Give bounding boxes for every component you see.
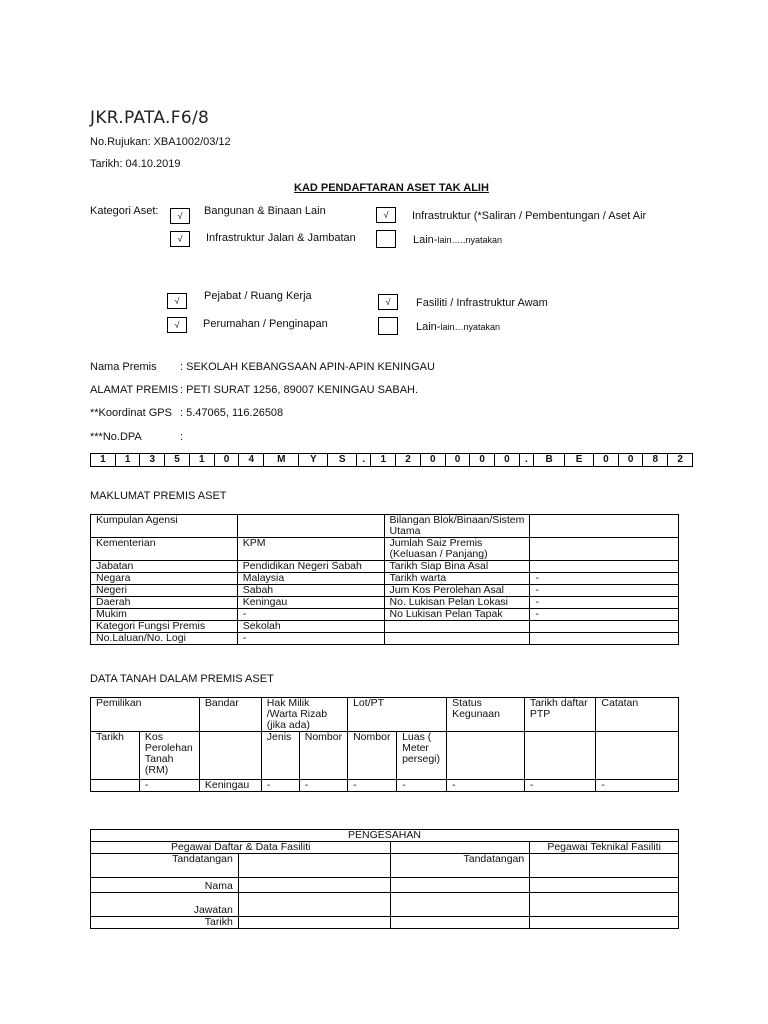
dpa-char: . bbox=[357, 454, 371, 467]
table-cell: Sabah bbox=[237, 585, 384, 597]
dpa-char: B bbox=[534, 454, 565, 467]
jawatan-label: Jawatan bbox=[91, 893, 239, 917]
col-bandar: Bandar bbox=[199, 698, 261, 732]
checkbox-infrastruktur-saliran[interactable]: √ bbox=[376, 207, 396, 223]
category-fasiliti-label: Fasiliti / Infrastruktur Awam bbox=[416, 297, 548, 309]
tarikh-field-1[interactable] bbox=[238, 917, 391, 929]
tarikh-label: Tarikh bbox=[91, 917, 239, 929]
table-cell: Sekolah bbox=[237, 621, 384, 633]
table-cell: Bilangan Blok/Binaan/Sistem Utama bbox=[384, 515, 530, 538]
table-cell: - bbox=[397, 780, 447, 792]
tandatangan-label-2: Tandatangan bbox=[391, 854, 530, 878]
table-header-row bbox=[91, 842, 679, 854]
table-row bbox=[91, 633, 679, 645]
table-subheader-row bbox=[91, 732, 679, 780]
dpa-char: Y bbox=[299, 454, 328, 467]
col-kos: Kos Perolehan Tanah (RM) bbox=[139, 732, 199, 780]
dpa-char: E bbox=[565, 454, 594, 467]
premise-name-label: Nama Premis bbox=[90, 361, 157, 373]
dpa-number-grid bbox=[90, 453, 693, 467]
table-cell bbox=[384, 633, 530, 645]
checkbox-pejabat[interactable]: √ bbox=[167, 293, 187, 309]
pengesahan-table bbox=[90, 829, 679, 929]
table-cell bbox=[447, 732, 525, 780]
table-cell: Kumpulan Agensi bbox=[91, 515, 238, 538]
table-row bbox=[91, 893, 679, 917]
premise-address-label: ALAMAT PREMIS bbox=[90, 384, 179, 396]
dpa-char: 4 bbox=[239, 454, 264, 467]
dpa-char: 1 bbox=[115, 454, 140, 467]
tanah-table bbox=[90, 697, 679, 792]
col-luas: Luas ( Meter persegi) bbox=[397, 732, 447, 780]
dpa-char: 2 bbox=[668, 454, 693, 467]
tandatangan-label: Tandatangan bbox=[91, 854, 239, 878]
table-cell: Kementerian bbox=[91, 538, 238, 561]
table-cell: - bbox=[530, 585, 679, 597]
dpa-char: 0 bbox=[470, 454, 495, 467]
dpa-char: 1 bbox=[189, 454, 214, 467]
category-infrastruktur-saliran-label: Infrastruktur (*Saliran / Pembentungan / Aset Air bbox=[412, 210, 647, 222]
checkbox-lain-lain-1[interactable] bbox=[376, 230, 396, 248]
table-cell: - bbox=[596, 780, 679, 792]
table-cell: Tarikh warta bbox=[384, 573, 530, 585]
table-cell: - bbox=[348, 780, 397, 792]
table-cell bbox=[530, 633, 679, 645]
table-cell bbox=[391, 842, 530, 854]
table-cell: - bbox=[299, 780, 347, 792]
table-cell bbox=[530, 515, 679, 538]
dpa-char: 0 bbox=[214, 454, 239, 467]
table-row bbox=[91, 515, 679, 538]
table-cell: - bbox=[524, 780, 596, 792]
dpa-char: . bbox=[519, 454, 533, 467]
table-cell bbox=[391, 917, 530, 929]
category-lain-lain-2-label: Lain-lain…nyatakan bbox=[416, 321, 501, 333]
table-cell: Negara bbox=[91, 573, 238, 585]
jawatan-field-2[interactable] bbox=[530, 893, 679, 917]
table-cell: Keningau bbox=[199, 780, 261, 792]
table-cell: - bbox=[530, 609, 679, 621]
form-code: JKR.PATA.F6/8 bbox=[90, 108, 210, 128]
table-cell: KPM bbox=[237, 538, 384, 561]
table-row bbox=[91, 621, 679, 633]
col-pemilikan: Pemilikan bbox=[91, 698, 200, 732]
checkbox-jalan-jambatan[interactable]: √ bbox=[170, 231, 190, 247]
col-jenis: Jenis bbox=[261, 732, 299, 780]
checkbox-bangunan[interactable]: √ bbox=[170, 208, 190, 224]
category-label: Kategori Aset: bbox=[90, 205, 159, 217]
table-cell: - bbox=[261, 780, 299, 792]
dpa-char: 8 bbox=[643, 454, 668, 467]
checkbox-fasiliti[interactable]: √ bbox=[378, 294, 398, 310]
dpa-char: 2 bbox=[396, 454, 421, 467]
nama-field-2[interactable] bbox=[530, 878, 679, 893]
tarikh-field-2[interactable] bbox=[530, 917, 679, 929]
table-cell: - bbox=[530, 597, 679, 609]
table-cell: No. Lukisan Pelan Lokasi bbox=[384, 597, 530, 609]
col-status: Status Kegunaan bbox=[447, 698, 525, 732]
col-hak-milik: Hak Milik /Warta Rizab (jika ada) bbox=[261, 698, 347, 732]
category-bangunan-label: Bangunan & Binaan Lain bbox=[204, 205, 326, 217]
table-cell: Keningau bbox=[237, 597, 384, 609]
dpa-row bbox=[91, 454, 693, 467]
nama-field-1[interactable] bbox=[238, 878, 391, 893]
signature-field-1[interactable] bbox=[238, 854, 391, 878]
dpa-char: 1 bbox=[371, 454, 396, 467]
table-cell: Jum Kos Perolehan Asal bbox=[384, 585, 530, 597]
category-pejabat-label: Pejabat / Ruang Kerja bbox=[204, 290, 312, 302]
table-row bbox=[91, 854, 679, 878]
table-row bbox=[91, 917, 679, 929]
table-cell bbox=[391, 893, 530, 917]
table-cell bbox=[530, 561, 679, 573]
table-row bbox=[91, 609, 679, 621]
dpa-label: ***No.DPA bbox=[90, 431, 142, 443]
dpa-char: 1 bbox=[91, 454, 116, 467]
dpa-char: 3 bbox=[140, 454, 165, 467]
col-pegawai-daftar: Pegawai Daftar & Data Fasiliti bbox=[91, 842, 391, 854]
pengesahan-title: PENGESAHAN bbox=[91, 830, 679, 842]
dpa-char: S bbox=[328, 454, 357, 467]
page-title: KAD PENDAFTARAN ASET TAK ALIH bbox=[294, 182, 489, 194]
col-lot-nombor: Nombor bbox=[348, 732, 397, 780]
dpa-char: 0 bbox=[445, 454, 470, 467]
dpa-char: 0 bbox=[594, 454, 619, 467]
reference-number: No.Rujukan: XBA1002/03/12 bbox=[90, 136, 231, 148]
table-cell: Pendidikan Negeri Sabah bbox=[237, 561, 384, 573]
table-row bbox=[91, 597, 679, 609]
col-catatan: Catatan bbox=[596, 698, 679, 732]
jawatan-field-1[interactable] bbox=[238, 893, 391, 917]
maklumat-table bbox=[90, 514, 679, 645]
table-cell bbox=[530, 621, 679, 633]
table-row bbox=[91, 878, 679, 893]
table-cell bbox=[391, 878, 530, 893]
table-cell bbox=[199, 732, 261, 780]
table-header-row bbox=[91, 830, 679, 842]
table-cell: No Lukisan Pelan Tapak bbox=[384, 609, 530, 621]
table-cell: Jabatan bbox=[91, 561, 238, 573]
table-cell: Jumlah Saiz Premis (Keluasan / Panjang) bbox=[384, 538, 530, 561]
gps-value: : 5.47065, 116.26508 bbox=[180, 407, 284, 419]
table-cell: Daerah bbox=[91, 597, 238, 609]
table-row bbox=[91, 780, 679, 792]
col-nombor: Nombor bbox=[299, 732, 347, 780]
category-jalan-jambatan-label: Infrastruktur Jalan & Jambatan bbox=[206, 232, 356, 244]
dpa-char: 5 bbox=[165, 454, 190, 467]
table-cell: No.Laluan/No. Logi bbox=[91, 633, 238, 645]
category-lain-lain-1-label: Lain-lain…..nyatakan bbox=[413, 234, 503, 246]
table-cell: Kategori Fungsi Premis bbox=[91, 621, 238, 633]
table-cell bbox=[91, 780, 140, 792]
form-date: Tarikh: 04.10.2019 bbox=[90, 158, 181, 170]
table-cell: - bbox=[237, 633, 384, 645]
table-cell: Negeri bbox=[91, 585, 238, 597]
dpa-char: 0 bbox=[618, 454, 643, 467]
table-row bbox=[91, 573, 679, 585]
table-cell: - bbox=[237, 609, 384, 621]
dpa-char: M bbox=[264, 454, 299, 467]
table-header-row bbox=[91, 698, 679, 732]
table-cell bbox=[530, 538, 679, 561]
premise-address-value: : PETI SURAT 1256, 89007 KENINGAU SABAH. bbox=[180, 384, 419, 396]
col-tarikh: Tarikh bbox=[91, 732, 140, 780]
checkbox-perumahan[interactable]: √ bbox=[167, 317, 187, 333]
table-cell: - bbox=[530, 573, 679, 585]
checkbox-lain-lain-2[interactable] bbox=[378, 317, 398, 335]
table-row bbox=[91, 561, 679, 573]
nama-label: Nama bbox=[91, 878, 239, 893]
category-perumahan-label: Perumahan / Penginapan bbox=[203, 318, 328, 330]
table-cell: - bbox=[139, 780, 199, 792]
table-row bbox=[91, 538, 679, 561]
col-pegawai-teknikal: Pegawai Teknikal Fasiliti bbox=[530, 842, 679, 854]
table-cell: - bbox=[447, 780, 525, 792]
table-row bbox=[91, 585, 679, 597]
table-cell: Mukim bbox=[91, 609, 238, 621]
table-cell: Malaysia bbox=[237, 573, 384, 585]
signature-field-2[interactable] bbox=[530, 854, 679, 878]
table-cell bbox=[524, 732, 596, 780]
section-tanah-title: DATA TANAH DALAM PREMIS ASET bbox=[90, 673, 274, 685]
table-cell bbox=[596, 732, 679, 780]
table-cell bbox=[384, 621, 530, 633]
table-cell bbox=[237, 515, 384, 538]
dpa-colon: : bbox=[180, 431, 184, 443]
gps-label: **Koordinat GPS bbox=[90, 407, 172, 419]
premise-name-value: : SEKOLAH KEBANGSAAN APIN-APIN KENINGAU bbox=[180, 361, 435, 373]
table-cell: Tarikh Siap Bina Asal bbox=[384, 561, 530, 573]
col-tarikh-ptp: Tarikh daftar PTP bbox=[524, 698, 596, 732]
dpa-char: 0 bbox=[420, 454, 445, 467]
dpa-char: 0 bbox=[495, 454, 520, 467]
section-maklumat-title: MAKLUMAT PREMIS ASET bbox=[90, 490, 227, 502]
col-lot: Lot/PT bbox=[348, 698, 447, 732]
